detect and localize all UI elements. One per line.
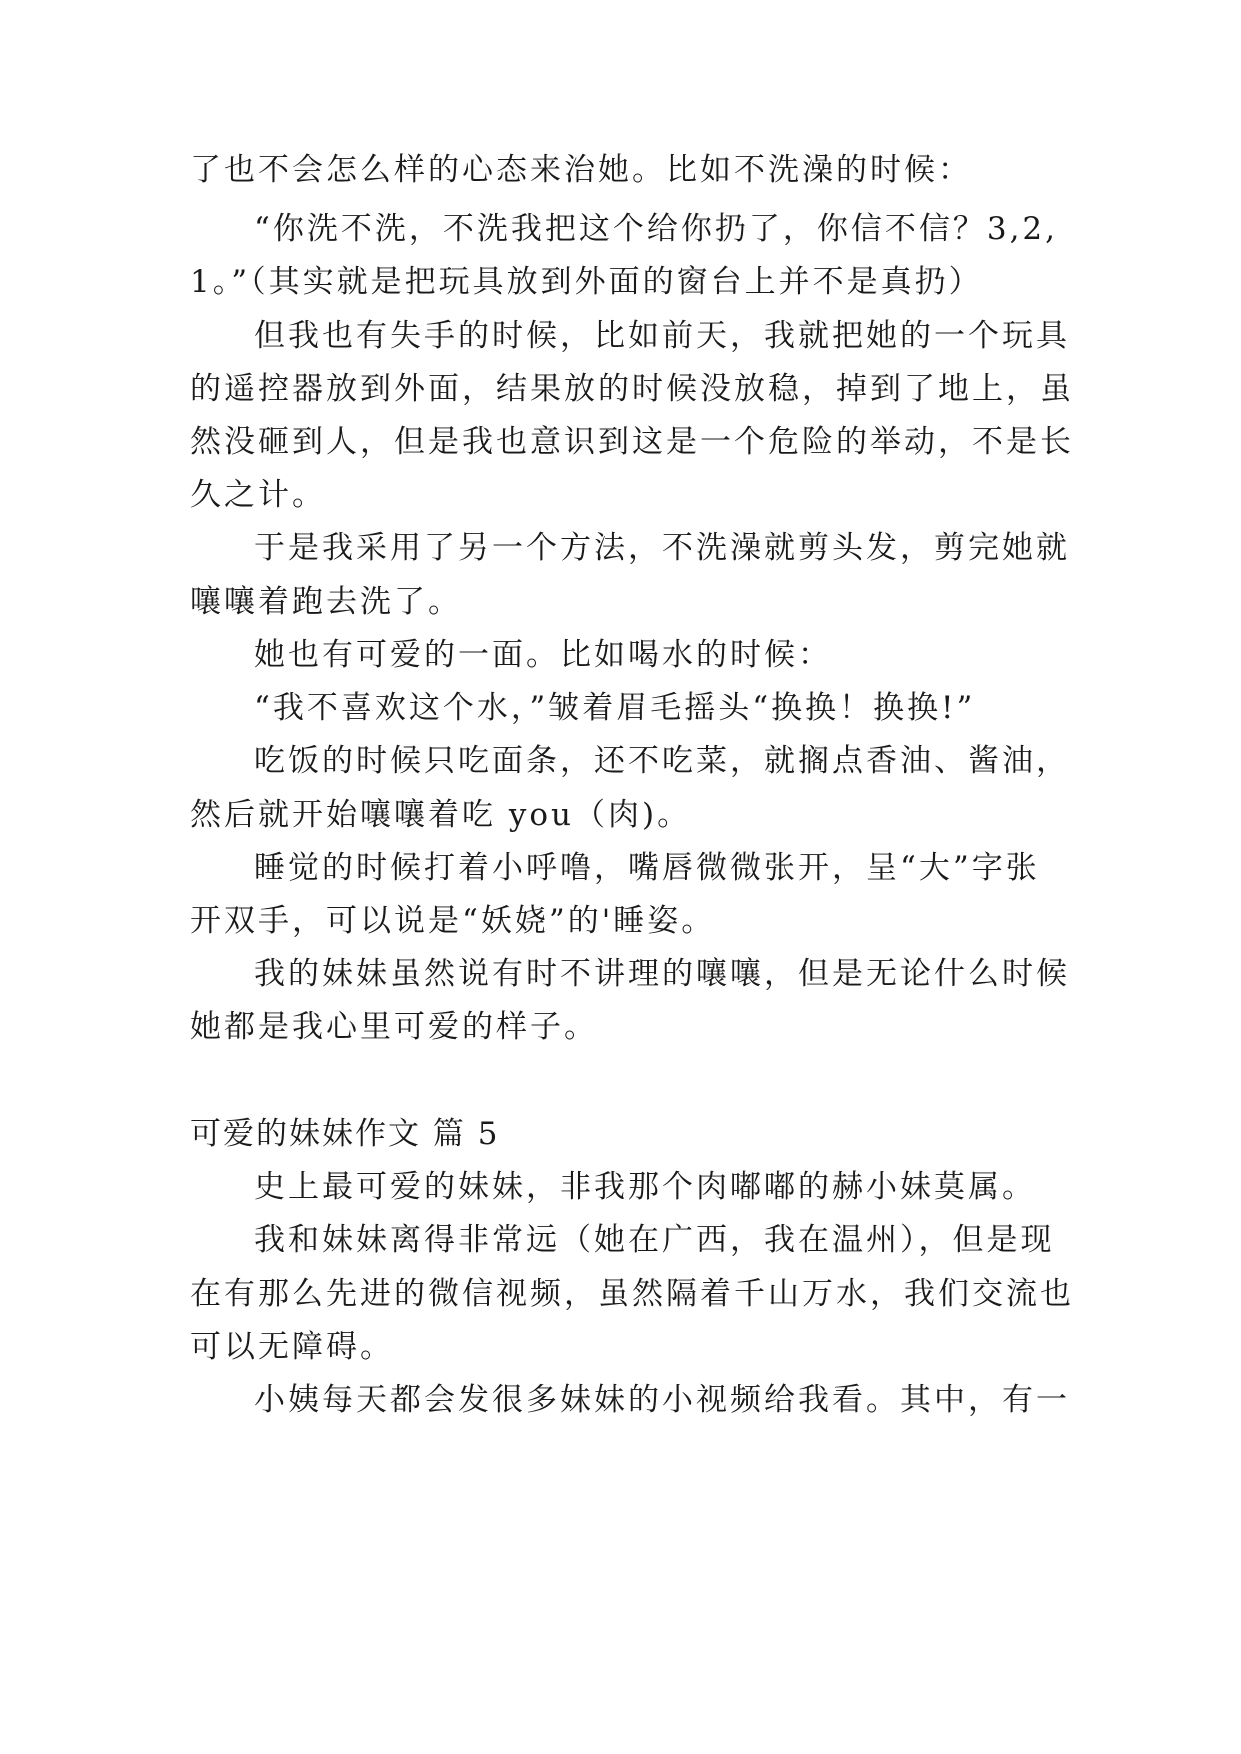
paragraph-line: 嚷嚷着跑去洗了。: [190, 584, 462, 620]
paragraph-line: “你洗不洗，不洗我把这个给你扔了，你信不信？3,2,: [254, 211, 1059, 247]
paragraph-line: 然后就开始嚷嚷着吃 you（肉)。: [190, 797, 692, 833]
paragraph-line: 开双手，可以说是“妖娆”的'睡姿。: [190, 903, 716, 939]
paragraph-line: 可以无障碍。: [190, 1329, 394, 1365]
paragraph-line: 史上最可爱的妹妹，非我那个肉嘟嘟的赫小妹莫属。: [254, 1169, 1036, 1205]
paragraph-line: 了也不会怎么样的心态来治她。比如不洗澡的时候：: [190, 152, 972, 188]
paragraph-line: 她都是我心里可爱的样子。: [190, 1009, 598, 1045]
paragraph-line: 但我也有失手的时候，比如前天，我就把她的一个玩具: [254, 318, 1070, 354]
paragraph-line: 在有那么先进的微信视频，虽然隔着千山万水，我们交流也: [190, 1276, 1074, 1312]
paragraph-line: 睡觉的时候打着小呼噜，嘴唇微微张开，呈“大”字张: [254, 850, 1040, 886]
paragraph-line: 吃饭的时候只吃面条，还不吃菜，就搁点香油、酱油，: [254, 743, 1070, 779]
paragraph-line: 的遥控器放到外面，结果放的时候没放稳，掉到了地上，虽: [190, 371, 1074, 407]
paragraph-line: 我和妹妹离得非常远（她在广西，我在温州），但是现: [254, 1222, 1055, 1258]
paragraph-line: 她也有可爱的一面。比如喝水的时候：: [254, 637, 832, 673]
paragraph-line: 小姨每天都会发很多妹妹的小视频给我看。其中，有一: [254, 1382, 1070, 1418]
paragraph-line: “我不喜欢这个水，”皱着眉毛摇头“换换！换换!”: [254, 690, 976, 726]
section-heading: 可爱的妹妹作文 篇 5: [190, 1116, 500, 1152]
paragraph-line: 1。”（其实就是把玩具放到外面的窗台上并不是真扔）: [190, 264, 983, 300]
paragraph-line: 久之计。: [190, 477, 326, 513]
paragraph-line: 我的妹妹虽然说有时不讲理的嚷嚷，但是无论什么时候: [254, 956, 1070, 992]
paragraph-line: 然没砸到人，但是我也意识到这是一个危险的举动，不是长: [190, 424, 1074, 460]
paragraph-line: 于是我采用了另一个方法，不洗澡就剪头发，剪完她就: [254, 530, 1070, 566]
